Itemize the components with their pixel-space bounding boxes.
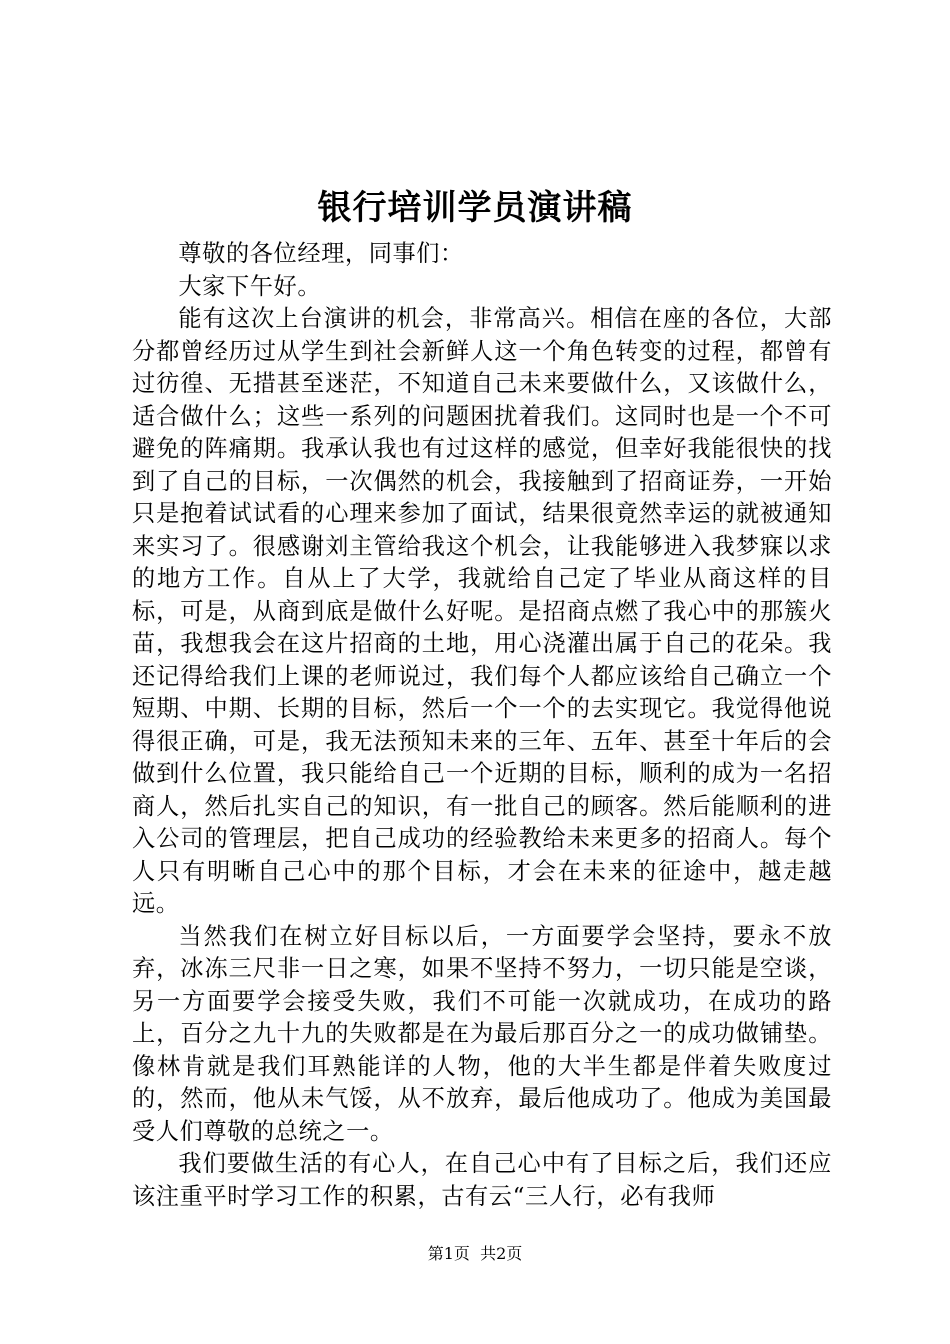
document-body: [132, 238, 832, 1213]
greeting-paragraph: 大家下午好。: [178, 272, 322, 300]
body-paragraph: 能有这次上台演讲的机会，非常高兴。相信在座的各位，大部分都曾经历过从学生到社会新鲜人这一个角色转变的过程，都曾有过彷徨、无措甚至迷茫，不知道自己未来要做什么，又该做什么，适合做什么；这些一系列的问题困扰着我们。这同时也是一个不可避免的阵痛期。我承认我也有过这样的感觉，但幸好我能很快的找到了自己的目标，一次偶然的机会，我接触到了招商证券，一开始只是抱着试试看的心理来参加了面试，结果很竟然幸运的就被通知来实习了。很感谢刘主管给我这个机会，让我能够进入我梦寐以求的地方工作。自从上了大学，我就给自己定了毕业从商这样的目标，可是，从商到底是做什么好呢。是招商点燃了我心中的那簇火苗，我想我会在这片招商的土地，用心浇灌出属于自己的花朵。我还记得给我们上课的老师说过，我们每个人都应该给自己确立一个短期、中期、长期的目标，然后一个一个的去实现它。我觉得他说得很正确，可是，我无法预知未来的三年、五年、甚至十年后的会做到什么位置，我只能给自己一个近期的目标，顺利的成为一名招商人，然后扎实自己的知识，有一批自己的顾客。然后能顺利的进入公司的管理层，把自己成功的经验教给未来更多的招商人。每个人只有明晰自己心中的那个目标，才会在未来的征途中，越走越远。: [132, 305, 832, 917]
page-footer: [0, 1244, 950, 1264]
page-number: 第1页: [427, 1244, 470, 1263]
page-total: 共2页: [480, 1244, 523, 1263]
document-title: 银行培训学员演讲稿: [317, 188, 633, 228]
body-paragraph: 我们要做生活的有心人，在自己心中有了目标之后，我们还应该注重平时学习工作的积累，古有云“三人行，必有我师: [132, 1150, 832, 1210]
salutation-paragraph: 尊敬的各位经理，同事们：: [178, 240, 464, 267]
body-paragraph: 当然我们在树立好目标以后，一方面要学会坚持，要永不放弃，冰冻三尺非一日之寒，如果不坚持不努力，一切只能是空谈，另一方面要学会接受失败，我们不可能一次就成功，在成功的路上，百分之九十九的失败都是在为最后那百分之一的成功做铺垫。像林肯就是我们耳熟能详的人物，他的大半生都是伴着失败度过的，然而，他从未气馁，从不放弃，最后他成功了。他成为美国最受人们尊敬的总统之一。: [132, 922, 832, 1145]
